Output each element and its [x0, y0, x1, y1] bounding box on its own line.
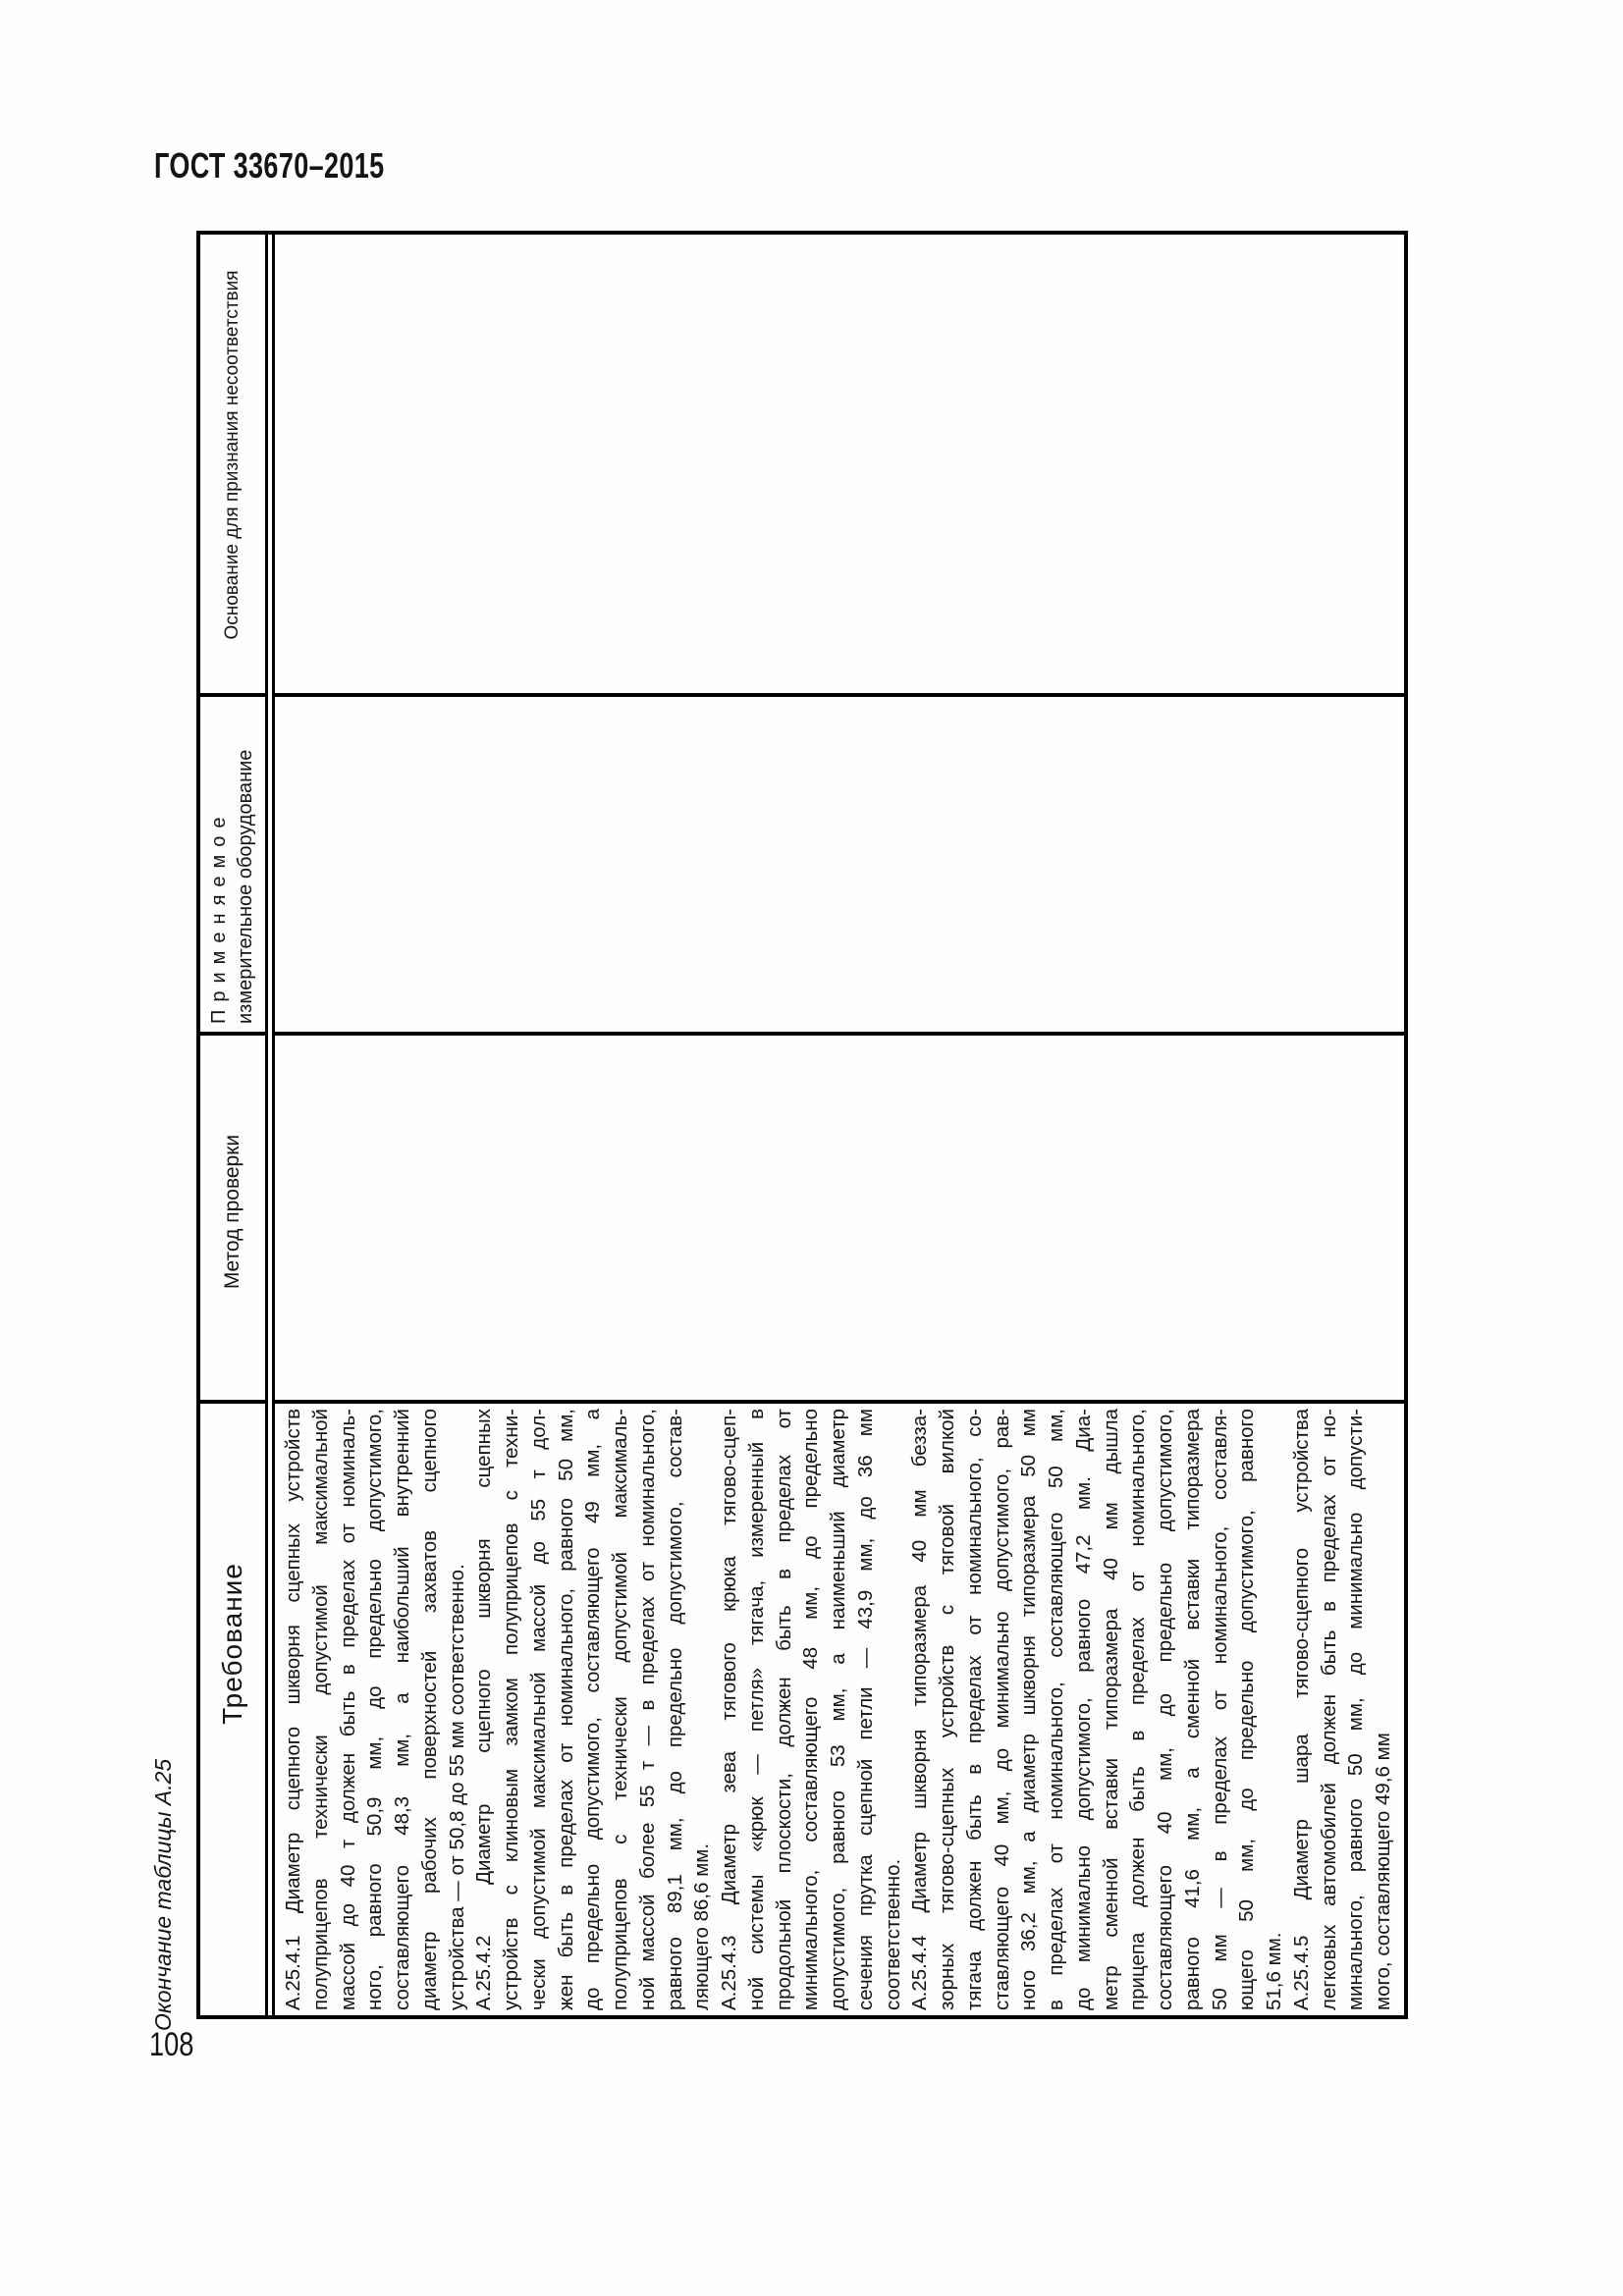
header-cell-equipment: [200, 693, 265, 1032]
requirement-line: прицепа должен быть в пределах от номинального,: [1126, 1409, 1150, 2010]
requirement-line: чески допустимой максимальной массой до 55 т дол-: [526, 1409, 550, 2010]
requirement-line: жен быть в пределах от номинального, равного 50 мм,: [554, 1409, 577, 2010]
requirement-line: 50 мм — в пределах от номинального, составля-: [1208, 1409, 1231, 2010]
requirement-line: сечения прутка сцепной петли — 43,9 мм, до 36 мм: [853, 1409, 877, 2010]
requirement-line: ной системы «крюк — петля» тягача, измеренный в: [744, 1409, 768, 2010]
header-label-nonconformity-basis: Основание для признания несоответствия: [222, 270, 243, 640]
requirement-line: до предельно допустимого, составляющего 49 мм, а: [581, 1409, 605, 2010]
header-cell-check-method: [200, 1032, 265, 1400]
requirement-line: ющего 50 мм, до предельно допустимого, равного: [1235, 1409, 1259, 2010]
table-caption: Окончание таблицы А.25: [150, 1758, 176, 2031]
requirement-line: А.25.4.1 Диаметр сцепного шкворня сцепных устройств: [282, 1409, 304, 2010]
header-cell-nonconformity-basis: [200, 235, 265, 693]
body-cell-equipment-empty: [275, 693, 1404, 1032]
requirement-line: мого, составляющего 49,6 мм: [1372, 1733, 1394, 2010]
requirement-line: равного 89,1 мм, до предельно допустимого, состав-: [663, 1409, 686, 2010]
table-a25: [196, 231, 1408, 2019]
requirement-text: [275, 1409, 1397, 2015]
header-label-equipment-line2: измерительное оборудование: [235, 749, 256, 1024]
header-label-equipment-line1: Применяемое: [208, 809, 230, 1024]
requirement-line: массой до 40 т должен быть в пределах от номиналь-: [336, 1409, 359, 2010]
requirement-line: А.25.4.5 Диаметр шара тягово-сцепного устройства: [1289, 1409, 1313, 2010]
requirement-line: 51,6 мм.: [1263, 1932, 1285, 2010]
requirement-line: минального, равного 50 мм, до минимально допусти-: [1344, 1409, 1368, 2010]
requirement-line: до минимально допустимого, равного 47,2 мм. Диа-: [1071, 1409, 1095, 2010]
requirement-line: соответственно.: [881, 1858, 904, 2010]
header-cell-requirement: [200, 1400, 265, 2015]
requirement-line: в пределах от номинального, составляющего 50 мм,: [1045, 1409, 1067, 2010]
table-body-row: [275, 235, 1404, 2015]
doc-header: ГОСТ 33670–2015: [154, 145, 385, 186]
requirement-line: полуприцепов с технически допустимой максималь-: [609, 1409, 631, 2010]
requirement-line: диаметр рабочих поверхностей захватов сцепного: [417, 1409, 441, 2010]
requirement-line: ного 36,2 мм, а диаметр шкворня типоразмера 50 мм: [1017, 1409, 1041, 2010]
requirement-line: составляющего 48,3 мм, а наибольший внутренний: [391, 1409, 413, 2010]
requirement-line: минимального, составляющего 48 мм, до предельно: [799, 1409, 823, 2010]
requirement-line: зорных тягово-сцепных устройств с тяговой вилкой: [936, 1409, 958, 2010]
requirement-line: ной массой более 55 т — в пределах от номинального,: [635, 1409, 659, 2010]
header-label-requirement: Требование: [217, 1563, 247, 1725]
requirement-line: легковых автомобилей должен быть в пределах от но-: [1317, 1409, 1340, 2010]
body-cell-requirement: [275, 1400, 1404, 2015]
page-number: 108: [149, 2026, 194, 2063]
requirement-line: ного, равного 50,9 мм, до предельно допустимого,: [363, 1409, 387, 2010]
requirement-line: тягача должен быть в пределах от номинального, со-: [962, 1409, 986, 2010]
requirement-line: устройства — от 50,8 до 55 мм соответственно.: [445, 1564, 468, 2010]
requirement-line: ставляющего 40 мм, до минимально допустимого, рав-: [990, 1409, 1013, 2010]
requirement-line: равного 41,6 мм, а сменной вставки типоразмера: [1180, 1409, 1204, 2010]
table-header-row: [200, 235, 268, 2015]
requirement-line: А.25.4.4 Диаметр шкворня типоразмера 40 мм безза-: [908, 1409, 932, 2010]
body-cell-check-method-empty: [275, 1032, 1404, 1400]
requirement-line: ляющего 86,6 мм.: [690, 1842, 714, 2010]
body-cell-nonconformity-basis-empty: [275, 235, 1404, 693]
requirement-line: допустимого, равного 53 мм, а наименьший диаметр: [827, 1409, 849, 2010]
requirement-line: А.25.4.2 Диаметр сцепного шкворня сцепных: [472, 1409, 496, 2010]
requirement-line: полуприцепов технически допустимой максимальной: [308, 1409, 332, 2010]
requirement-line: устройств с клиновым замком полуприцепов с техни-: [500, 1409, 522, 2010]
requirement-line: составляющего 40 мм, до предельно допустимого,: [1154, 1409, 1176, 2010]
requirement-line: метр сменной вставки типоразмера 40 мм дышла: [1099, 1409, 1122, 2010]
header-label-check-method: Метод проверки: [221, 1134, 243, 1290]
requirement-line: А.25.4.3 Диаметр зева тягового крюка тягово-сцеп-: [718, 1409, 740, 2010]
requirement-line: продольной плоскости, должен быть в пределах от: [772, 1409, 795, 2010]
